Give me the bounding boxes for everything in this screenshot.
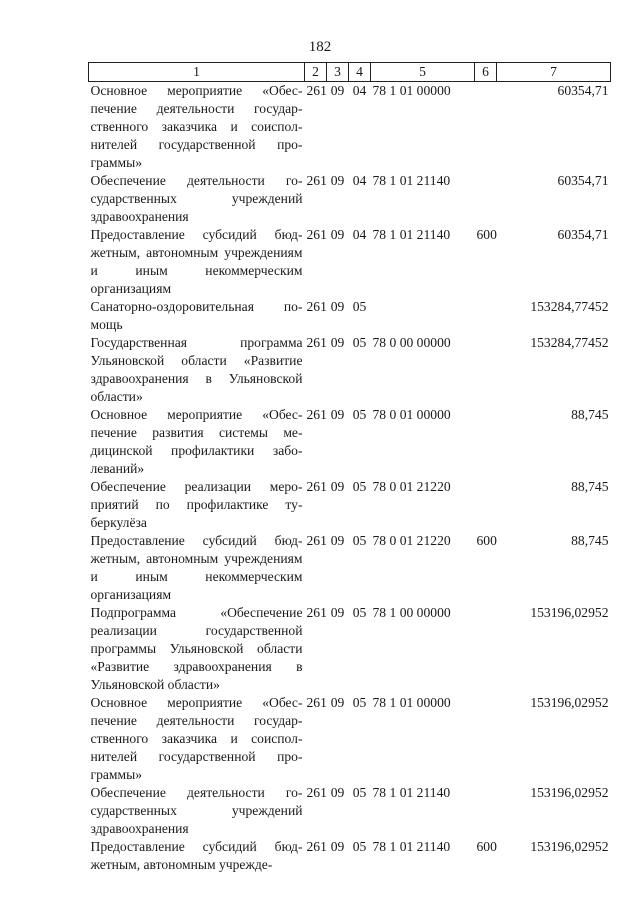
- row-name: Предоставление субсидий бюджетным, автономным учреждениям и иным некоммерческим организациям: [90, 227, 303, 296]
- page-number: 182: [308, 39, 332, 55]
- row-vr: 600: [476, 839, 497, 854]
- row-pr: 05: [352, 695, 367, 710]
- row-rz: 09: [330, 335, 345, 350]
- row-name: Основное мероприятие «Обеспечение деятельности государственного заказчика и соисполнителей государственной программы»: [90, 83, 303, 170]
- row-sum: 153284,77452: [530, 335, 609, 350]
- row-ved: 261: [306, 695, 327, 710]
- header-cell-sum: 7: [497, 63, 611, 82]
- row-name: Основное мероприятие «Обеспечение деятельности государственного заказчика и соисполнителей государственной программы»: [90, 695, 303, 782]
- row-ved: 261: [306, 605, 327, 620]
- row-csr: 78 0 01 21220: [372, 479, 451, 494]
- row-vr: [475, 784, 497, 838]
- row-name: Основное мероприятие «Обеспечение развития системы медицинской профилактики заболеваний»: [90, 407, 303, 476]
- header-cell-ved: 2: [305, 63, 327, 82]
- row-vr: [475, 478, 497, 532]
- row-sum: 153196,02952: [530, 785, 609, 800]
- row-rz: 09: [330, 533, 345, 548]
- row-pr: 05: [352, 407, 367, 422]
- row-ved: 261: [306, 227, 327, 242]
- row-ved: 261: [306, 335, 327, 350]
- row-sum: 88,745: [571, 407, 609, 422]
- row-name: Санаторно-оздоровительная помощь: [90, 299, 303, 332]
- row-ved: 261: [306, 299, 327, 314]
- row-ved: 261: [306, 785, 327, 800]
- row-sum: 60354,71: [557, 173, 609, 188]
- table-row: [89, 784, 611, 838]
- row-vr: [475, 334, 497, 406]
- row-csr: 78 0 01 00000: [372, 407, 451, 422]
- row-pr: 05: [352, 785, 367, 800]
- row-vr: 600: [476, 227, 497, 242]
- row-vr: [475, 694, 497, 784]
- table-row: [89, 334, 611, 406]
- table-row: [89, 406, 611, 478]
- row-ved: 261: [306, 479, 327, 494]
- row-name: Обеспечение деятельности государственных учреждений здравоохранения: [90, 173, 303, 224]
- row-pr: 05: [352, 335, 367, 350]
- row-csr: 78 0 00 00000: [372, 335, 451, 350]
- row-name: Предоставление субсидий бюджетным, автономным учрежде-: [90, 839, 303, 872]
- row-rz: 09: [330, 299, 345, 314]
- table-row: [89, 226, 611, 298]
- table-row: [89, 172, 611, 226]
- row-sum: 153196,02952: [530, 839, 609, 854]
- row-csr: [371, 298, 475, 334]
- row-ved: 261: [306, 839, 327, 854]
- row-sum: 88,745: [571, 479, 609, 494]
- row-sum: 153284,77452: [530, 299, 609, 314]
- row-pr: 05: [352, 605, 367, 620]
- row-name: Предоставление субсидий бюджетным, автономным учреждениям и иным некоммерческим организациям: [90, 533, 303, 602]
- row-rz: 09: [330, 605, 345, 620]
- budget-table: [88, 62, 611, 874]
- row-vr: [475, 604, 497, 694]
- table-row: [89, 82, 611, 173]
- row-vr: [475, 298, 497, 334]
- table-row: [89, 838, 611, 874]
- row-rz: 09: [330, 407, 345, 422]
- header-cell-name: 1: [89, 63, 305, 82]
- row-csr: 78 1 01 00000: [372, 695, 451, 710]
- header-cell-rz: 3: [327, 63, 349, 82]
- row-rz: 09: [330, 227, 345, 242]
- row-ved: 261: [306, 533, 327, 548]
- table-row: [89, 298, 611, 334]
- row-pr: 05: [352, 299, 367, 314]
- row-name: Обеспечение реализации мероприятий по профилактике туберкулёза: [90, 479, 303, 530]
- row-csr: 78 1 01 21140: [372, 785, 451, 800]
- row-pr: 05: [352, 533, 367, 548]
- row-name: Государственная программа Ульяновской области «Развитие здравоохранения в Ульяновской области»: [90, 335, 303, 404]
- row-csr: 78 0 01 21220: [372, 533, 451, 548]
- row-csr: 78 1 00 00000: [372, 605, 451, 620]
- row-csr: 78 1 01 21140: [372, 173, 451, 188]
- row-name: Обеспечение деятельности государственных учреждений здравоохранения: [90, 785, 303, 836]
- row-vr: [475, 82, 497, 173]
- row-vr: [475, 406, 497, 478]
- row-rz: 09: [330, 785, 345, 800]
- row-csr: 78 1 01 21140: [372, 227, 451, 242]
- row-pr: 05: [352, 479, 367, 494]
- row-rz: 09: [330, 695, 345, 710]
- row-sum: 153196,02952: [530, 605, 609, 620]
- row-sum: 88,745: [571, 533, 609, 548]
- row-csr: 78 1 01 21140: [372, 839, 451, 854]
- row-sum: 60354,71: [557, 227, 609, 242]
- row-rz: 09: [330, 479, 345, 494]
- row-sum: 153196,02952: [530, 695, 609, 710]
- row-pr: 04: [352, 83, 367, 98]
- row-name: Подпрограмма «Обеспечение реализации государственной программы Ульяновской области «Развитие здравоохранения в Ульяновской области»: [90, 605, 303, 692]
- row-vr: [475, 172, 497, 226]
- row-rz: 09: [330, 83, 345, 98]
- row-pr: 04: [352, 173, 367, 188]
- header-cell-vr: 6: [475, 63, 497, 82]
- header-row: [89, 63, 611, 82]
- row-ved: 261: [306, 173, 327, 188]
- row-pr: 04: [352, 227, 367, 242]
- row-ved: 261: [306, 407, 327, 422]
- row-sum: 60354,71: [557, 83, 609, 98]
- table-row: [89, 604, 611, 694]
- row-rz: 09: [330, 173, 345, 188]
- header-cell-pr: 4: [349, 63, 371, 82]
- header-cell-csr: 5: [371, 63, 475, 82]
- row-pr: 05: [352, 839, 367, 854]
- table-row: [89, 478, 611, 532]
- table-row: [89, 694, 611, 784]
- row-ved: 261: [306, 83, 327, 98]
- row-vr: 600: [476, 533, 497, 548]
- row-csr: 78 1 01 00000: [372, 83, 451, 98]
- table-row: [89, 532, 611, 604]
- row-rz: 09: [330, 839, 345, 854]
